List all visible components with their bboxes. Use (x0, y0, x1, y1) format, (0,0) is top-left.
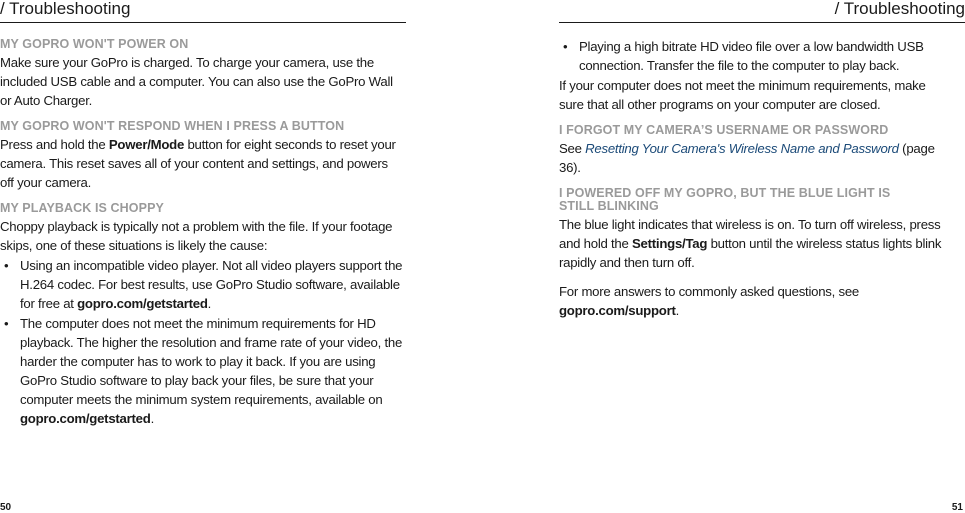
body-text: For more answers to commonly asked questions, see (559, 284, 859, 299)
continued-body: If your computer does not meet the minimum requirements, make sure that all other programs on your computer are closed. (559, 78, 926, 112)
section-body (0, 135, 404, 192)
section-body: Choppy playback is typically not a problem with the file. If your footage skips, one of these situations is likely the cause: (0, 219, 393, 253)
punctuation: . (675, 303, 680, 318)
punctuation: . (150, 411, 154, 426)
section-heading: I POWERED OFF MY GOPRO, BUT THE BLUE LIGHT IS STILL BLINKING (559, 186, 891, 213)
body-text: button for eight seconds to reset your camera. This reset saves all of your content and settings, and powers off your camera. (0, 137, 396, 190)
continued-cause-list (559, 37, 951, 75)
section-wont-power-on (0, 38, 404, 110)
list-item (0, 256, 404, 313)
left-page (0, 0, 406, 513)
page-number-left: 50 (0, 502, 12, 513)
body-text: The blue light indicates that wireless is on. To turn off wireless, press and hold the (559, 217, 941, 251)
section-playback-choppy (0, 202, 404, 428)
reset-wireless-name-link[interactable]: Resetting Your Camera's Wireless Name and Password (585, 141, 899, 156)
right-page (559, 0, 965, 513)
section-wont-respond (0, 120, 404, 192)
body-text: See (559, 141, 586, 156)
bullet-icon: • (4, 316, 9, 331)
getstarted-link[interactable]: gopro.com/getstarted (77, 296, 208, 311)
list-item-text: The computer does not meet the minimum requirements for HD playback. The higher the resolution and frame rate of your video, the harder the computer has to work to play it back. If you are using GoPro Studio software to play back your files, be sure that your computer meets the minimum system requirements, available on (20, 316, 403, 407)
settings-tag-button-name: Settings/Tag (632, 236, 708, 251)
section-forgot-password (559, 124, 951, 177)
list-item (0, 314, 404, 428)
punctuation: . (207, 296, 212, 311)
body-text: button until the wireless status lights blink rapidly and then turn off. (559, 236, 942, 270)
getstarted-link[interactable]: gopro.com/getstarted (20, 411, 151, 426)
section-heading: MY GOPRO WON'T RESPOND WHEN I PRESS A BUTTON (0, 119, 345, 133)
section-heading: I FORGOT MY CAMERA’S USERNAME OR PASSWORD (559, 123, 889, 137)
power-mode-button-name: Power/Mode (108, 137, 185, 152)
cause-list (0, 256, 404, 428)
section-heading: MY PLAYBACK IS CHOPPY (0, 201, 164, 215)
support-link[interactable]: gopro.com/support (559, 303, 676, 318)
section-body: Make sure your GoPro is charged. To charge your camera, use the included USB cable and a computer. You can also use the GoPro Wall or Auto Charger. (0, 55, 393, 108)
body-text: Press and hold the (0, 137, 109, 152)
left-page-content (0, 38, 404, 438)
bullet-icon: • (4, 258, 9, 273)
section-blue-light-blinking (559, 187, 951, 272)
list-item-text: Playing a high bitrate HD video file over a low bandwidth USB connection. Transfer the file to the computer to play back. (579, 39, 924, 73)
page-number-right: 51 (951, 502, 963, 513)
bullet-icon: • (563, 39, 568, 54)
section-heading: MY GOPRO WON'T POWER ON (0, 37, 189, 51)
running-head-right: / Troubleshooting (559, 0, 965, 23)
list-item (559, 37, 951, 75)
right-page-content (559, 38, 951, 320)
closing-paragraph (559, 282, 889, 320)
section-body (559, 215, 951, 272)
body-text: (page 36). (559, 141, 935, 175)
list-item-text: Using an incompatible video player. Not all video players support the H.264 codec. For best results, use GoPro Studio software, available for free at (20, 258, 403, 311)
section-body (559, 139, 951, 177)
running-head-left: / Troubleshooting (0, 0, 406, 23)
